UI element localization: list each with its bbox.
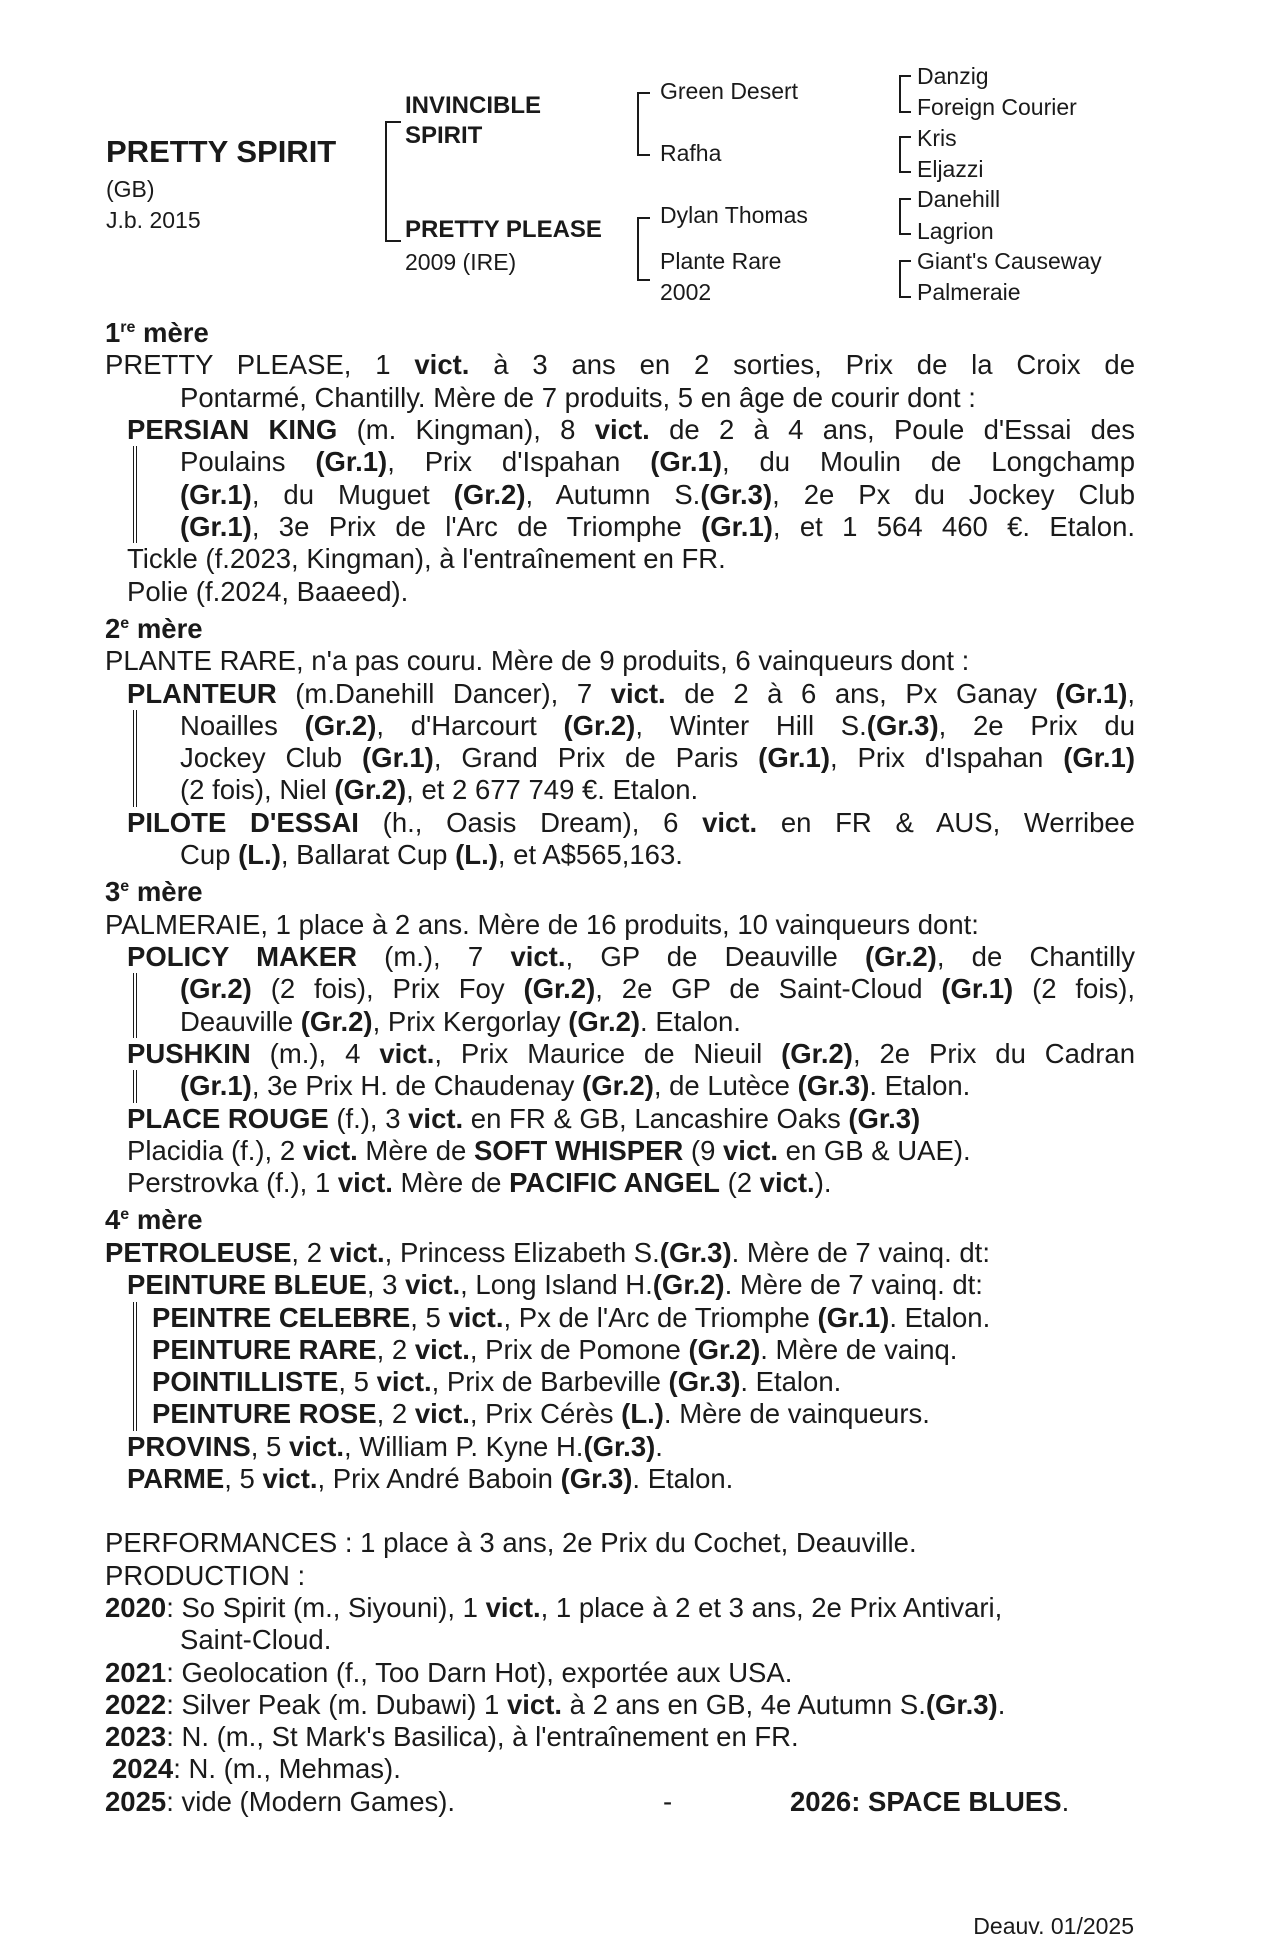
ped-dds: Giant's Causeway: [917, 248, 1102, 274]
dam2-intro: PLANTE RARE, n'a pas couru. Mère de 9 produits, 6 vainqueurs dont :: [105, 645, 970, 677]
ped-sss: Danzig: [917, 63, 989, 89]
dam-name: PRETTY PLEASE: [405, 216, 602, 243]
persian-king-line4: (Gr.1), 3e Prix de l'Arc de Triomphe (Gr.1), et 1 564 460 €. Etalon.: [180, 510, 1135, 542]
production-2024: 2024: N. (m., Mehmas).: [112, 1753, 401, 1785]
place-rouge-line: PLACE ROUGE (f.), 3 vict. en FR & GB, Lancashire Oaks (Gr.3): [127, 1102, 921, 1134]
ped-sdd: Eljazzi: [917, 156, 984, 182]
production-2026: 2026: SPACE BLUES.: [790, 1785, 1070, 1817]
ped-ss: Green Desert: [660, 78, 799, 104]
bracket-gen3-3: [899, 198, 911, 235]
persian-king-line2: Poulains (Gr.1), Prix d'Ispahan (Gr.1), du Moulin de Longchamp: [180, 446, 1136, 478]
persian-king-line1: PERSIAN KING (m. Kingman), 8 vict. de 2 à 4 ans, Poule d'Essai des: [127, 414, 1135, 446]
pushkin-line2: (Gr.1), 3e Prix H. de Chaudenay (Gr.2), de Lutèce (Gr.3). Etalon.: [180, 1070, 971, 1102]
policy-maker-line2: (Gr.2) (2 fois), Prix Foy (Gr.2), 2e GP de Saint-Cloud (Gr.1) (2 fois),: [180, 973, 1135, 1005]
bracket-gen2-sire: [637, 92, 650, 156]
horse-origin: (GB): [106, 176, 155, 202]
dam1-title: 1re mère: [105, 317, 209, 349]
document-body: [105, 312, 1135, 1818]
persian-king-line3: (Gr.1), du Muguet (Gr.2), Autumn S.(Gr.3), 2e Px du Jockey Club: [180, 478, 1135, 510]
persian-king-details: [133, 446, 1135, 543]
ped-ddd: Palmeraie: [917, 279, 1021, 305]
dam-info: 2009 (IRE): [405, 249, 517, 275]
ped-ssd: Foreign Courier: [917, 94, 1077, 120]
pushkin-details: [133, 1070, 1135, 1102]
production-2025-2026: 2025: vide (Modern Games). - 2026: SPACE BLUES.: [105, 1785, 1070, 1817]
peintre-celebre-line: PEINTRE CELEBRE, 5 vict., Px de l'Arc de Triomphe (Gr.1). Etalon.: [152, 1301, 991, 1333]
peinture-rare-line: PEINTURE RARE, 2 vict., Prix de Pomone (Gr.2). Mère de vainq.: [152, 1333, 958, 1365]
performances-line: PERFORMANCES : 1 place à 3 ans, 2e Prix du Cochet, Deauville.: [105, 1527, 917, 1559]
bracket-gen3-1: [899, 75, 911, 113]
production-dash: -: [663, 1785, 673, 1817]
planteur-line3: Jockey Club (Gr.1), Grand Prix de Paris (Gr.1), Prix d'Ispahan (Gr.1): [180, 742, 1136, 774]
dam1-intro-line2: Pontarmé, Chantilly. Mère de 7 produits, 5 en âge de courir dont :: [180, 381, 976, 413]
ped-sd: Rafha: [660, 140, 722, 166]
footer-date: Deauv. 01/2025: [973, 1913, 1134, 1939]
perstrovka-line: Perstrovka (f.), 1 vict. Mère de PACIFIC ANGEL (2 vict.).: [127, 1167, 832, 1199]
ped-dd-year: 2002: [660, 279, 712, 305]
policy-maker-line1: POLICY MAKER (m.), 7 vict., GP de Deauville (Gr.2), de Chantilly: [127, 941, 1135, 973]
production-2023: 2023: N. (m., St Mark's Basilica), à l'entraînement en FR.: [105, 1721, 799, 1753]
dam3-intro: PALMERAIE, 1 place à 2 ans. Mère de 16 produits, 10 vainqueurs dont:: [105, 908, 979, 940]
peinture-bleue-line: PEINTURE BLEUE, 3 vict., Long Island H.(Gr.2). Mère de 7 vainq. dt:: [127, 1269, 983, 1301]
sire-name-2: SPIRIT: [405, 122, 483, 149]
dam4-title: 4e mère: [105, 1204, 203, 1236]
dam1-intro-line1: PRETTY PLEASE, 1 vict. à 3 ans en 2 sorties, Prix de la Croix de: [105, 349, 1135, 381]
planteur-line1: PLANTEUR (m.Danehill Dancer), 7 vict. de 2 à 6 ans, Px Ganay (Gr.1),: [127, 677, 1135, 709]
production-title: PRODUCTION :: [105, 1559, 306, 1591]
ped-dss: Danehill: [917, 186, 1001, 212]
horse-name: PRETTY SPIRIT: [106, 134, 337, 169]
section-gap: [105, 1495, 1135, 1527]
policy-maker-details: [133, 973, 1135, 1038]
pilote-line1: PILOTE D'ESSAI (h., Oasis Dream), 6 vict. en FR & AUS, Werribee: [127, 806, 1135, 838]
pointilliste-line: POINTILLISTE, 5 vict., Prix de Barbeville (Gr.3). Etalon.: [152, 1366, 842, 1398]
sire-name-1: INVINCIBLE: [405, 92, 542, 119]
bracket-gen3-4: [899, 260, 911, 298]
ped-dsd: Lagrion: [917, 218, 994, 244]
dam2-title: 2e mère: [105, 612, 203, 644]
horse-info: J.b. 2015: [106, 207, 201, 233]
ped-dd: Plante Rare: [660, 248, 782, 274]
production-2020-line2: Saint-Cloud.: [180, 1624, 332, 1656]
parme-line: PARME, 5 vict., Prix André Baboin (Gr.3). Etalon.: [127, 1463, 734, 1495]
petroleuse-line: PETROLEUSE, 2 vict., Princess Elizabeth S.(Gr.3). Mère de 7 vainq. dt:: [105, 1236, 990, 1268]
production-2021: 2021: Geolocation (f., Too Darn Hot), exportée aux USA.: [105, 1656, 793, 1688]
bracket-gen3-2: [899, 136, 911, 173]
ped-sds: Kris: [917, 125, 957, 151]
production-2020-line1: 2020: So Spirit (m., Siyouni), 1 vict., 1 place à 2 et 3 ans, 2e Prix Antivari,: [105, 1591, 1003, 1623]
bracket-gen1: [385, 121, 401, 242]
bracket-gen2-dam: [637, 217, 650, 281]
production-2022: 2022: Silver Peak (m. Dubawi) 1 vict. à 2 ans en GB, 4e Autumn S.(Gr.3).: [105, 1688, 1006, 1720]
placidia-line: Placidia (f.), 2 vict. Mère de SOFT WHISPER (9 vict. en GB & UAE).: [127, 1134, 971, 1166]
peinture-bleue-offspring: [133, 1302, 1135, 1431]
peinture-rose-line: PEINTURE ROSE, 2 vict., Prix Cérès (L.). Mère de vainqueurs.: [152, 1398, 930, 1430]
pushkin-line1: PUSHKIN (m.), 4 vict., Prix Maurice de Nieuil (Gr.2), 2e Prix du Cadran: [127, 1038, 1135, 1069]
policy-maker-line3: Deauville (Gr.2), Prix Kergorlay (Gr.2). Etalon.: [180, 1005, 741, 1037]
tickle-line: Tickle (f.2023, Kingman), à l'entraînement en FR.: [127, 543, 726, 575]
pilote-line2: Cup (L.), Ballarat Cup (L.), et A$565,163.: [180, 839, 683, 871]
planteur-details: [133, 710, 1135, 807]
polie-line: Polie (f.2024, Baaeed).: [127, 575, 409, 607]
planteur-line4: (2 fois), Niel (Gr.2), et 2 677 749 €. Etalon.: [180, 774, 699, 806]
ped-ds: Dylan Thomas: [660, 202, 808, 228]
provins-line: PROVINS, 5 vict., William P. Kyne H.(Gr.3).: [127, 1430, 663, 1462]
planteur-line2: Noailles (Gr.2), d'Harcourt (Gr.2), Winter Hill S.(Gr.3), 2e Prix du: [180, 709, 1135, 741]
dam3-title: 3e mère: [105, 876, 203, 908]
